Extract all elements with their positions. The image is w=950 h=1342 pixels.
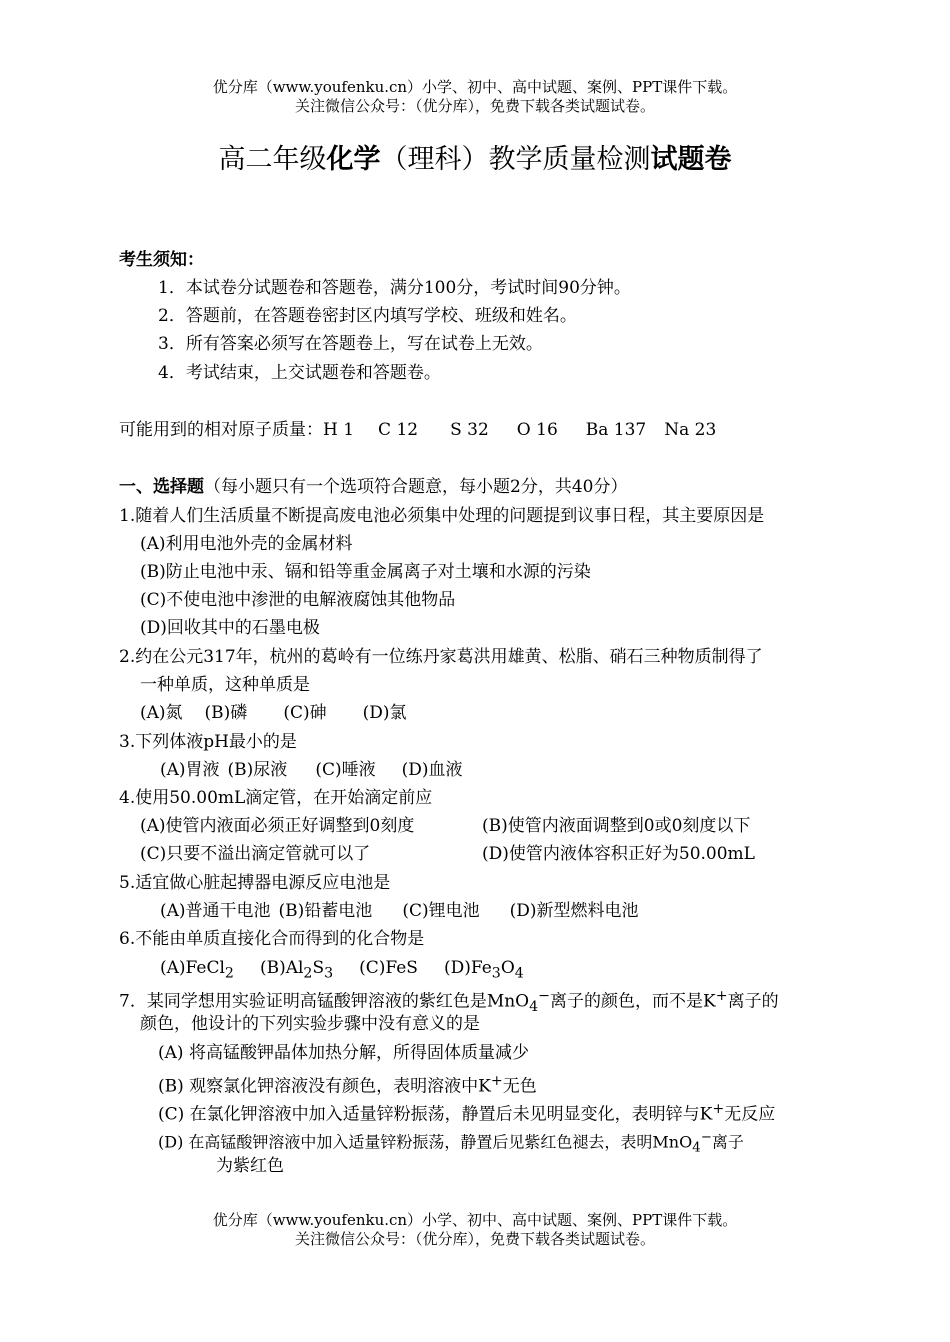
question-stem: 3.下列体液pH最小的是 — [119, 732, 297, 752]
header-line-1: 优分库（www.youfenku.cn）小学、初中、高中试题、案例、PPT课件下载。 — [212, 78, 738, 96]
section-title: 一、选择题 — [119, 477, 204, 497]
question-stem: 5.适宜做心脏起搏器电源反应电池是 — [119, 873, 391, 893]
question-stem-continued: 一种单质，这种单质是 — [140, 675, 310, 695]
atomic-mass-value: Ba 137 — [585, 420, 647, 440]
question-option: (A)胃液 — [160, 760, 220, 780]
notice-heading: 考生须知： — [119, 250, 204, 270]
question-option: (D) 在高锰酸钾溶液中加入适量锌粉振荡，静置后见紫红色褪去，表明MnO$_4$−离子 — [158, 1130, 744, 1156]
title-part-2: 化学 — [326, 144, 381, 175]
question-option: (B)铅蓄电池 — [278, 901, 373, 921]
section-heading — [119, 476, 627, 498]
question-stem: 7．某同学想用实验证明高锰酸钾溶液的紫红色是MnO$_4$−离子的颜色，而不是K+离子的 — [119, 988, 779, 1016]
question-stem-continued: 颜色，他设计的下列实验步骤中没有意义的是 — [140, 1014, 480, 1034]
question-option: (C)砷 — [283, 703, 327, 723]
atomic-mass-label: 可能用到的相对原子质量： — [119, 420, 323, 440]
question-option: (A)普通干电池 — [160, 901, 271, 921]
title-part-1: 高二年级 — [218, 144, 327, 175]
question-options-row — [160, 957, 524, 984]
question-option: (A)利用电池外壳的金属材料 — [140, 534, 353, 554]
atomic-mass-line — [119, 419, 716, 441]
section-note: （每小题只有一个选项符合题意，每小题2分，共40分） — [204, 477, 628, 497]
question-option: (C)不使电池中渗泄的电解液腐蚀其他物品 — [140, 590, 456, 610]
question-stem: 4.使用50.00mL滴定管，在开始滴定前应 — [119, 788, 433, 808]
header-line-2: 关注微信公众号：（优分库），免费下载各类试题试卷。 — [294, 97, 655, 115]
question-option: (B)尿液 — [227, 760, 288, 780]
question-options-row — [160, 900, 639, 922]
question-stem: 1.随着人们生活质量不断提高废电池必须集中处理的问题提到议事日程，其主要原因是 — [119, 506, 765, 526]
question-option: (B) 观察氯化钾溶液没有颜色，表明溶液中K+无色 — [158, 1073, 537, 1097]
question-option: (C)FeS — [359, 958, 418, 978]
question-option: $(B)Al_2S_3$ — [259, 958, 334, 982]
question-option-continued: 为紫红色 — [216, 1156, 284, 1176]
question-option: (A)氮 — [140, 703, 183, 723]
question-option: (C)唾液 — [315, 760, 376, 780]
question-option: (D)回收其中的石墨电极 — [140, 618, 320, 638]
page-title — [0, 143, 950, 177]
question-option: (C)锂电池 — [402, 901, 480, 921]
question-option: (A) 将高锰酸钾晶体加热分解，所得固体质量减少 — [158, 1043, 529, 1063]
notice-item: 4．考试结束，上交试题卷和答题卷。 — [158, 363, 441, 383]
footer-line-1: 优分库（www.youfenku.cn）小学、初中、高中试题、案例、PPT课件下载。 — [212, 1211, 738, 1229]
question-option: $(D)Fe_3O_4$ — [443, 958, 524, 982]
question-option: (D)氯 — [362, 703, 407, 723]
notice-item: 2．答题前，在答题卷密封区内填写学校、班级和姓名。 — [158, 306, 577, 326]
question-option: (B)防止电池中汞、镉和铅等重金属离子对土壤和水源的污染 — [140, 562, 591, 582]
atomic-mass-value: S 32 — [450, 420, 489, 440]
question-option: (D)血液 — [401, 760, 463, 780]
question-option: (D)使管内液体容积正好为50.00mL — [482, 844, 755, 864]
question-options-row — [140, 702, 407, 724]
title-part-4: 试题卷 — [650, 144, 732, 175]
atomic-mass-value: O 16 — [516, 420, 558, 440]
question-options-row — [160, 759, 463, 781]
question-option: (B)磷 — [204, 703, 248, 723]
notice-item: 1．本试卷分试题卷和答题卷，满分100分，考试时间90分钟。 — [158, 278, 631, 298]
atomic-mass-value: H 1 — [323, 420, 355, 440]
question-stem: 6.不能由单质直接化合而得到的化合物是 — [119, 929, 425, 949]
question-option: (C)只要不溢出滴定管就可以了 — [140, 844, 371, 864]
notice-item: 3．所有答案必须写在答题卷上，写在试卷上无效。 — [158, 334, 543, 354]
question-option: (B)使管内液面调整到0或0刻度以下 — [482, 816, 751, 836]
title-part-3: （理科）教学质量检测 — [380, 144, 651, 175]
atomic-mass-value: C 12 — [378, 420, 419, 440]
question-option: (A)FeCl$_2$ — [160, 958, 234, 982]
footer-line-2: 关注微信公众号：（优分库），免费下载各类试题试卷。 — [294, 1230, 655, 1248]
atomic-mass-value: Na 23 — [664, 420, 717, 440]
question-option: (A)使管内液面必须正好调整到0刻度 — [140, 816, 415, 836]
question-option: (C) 在氯化钾溶液中加入适量锌粉振荡，静置后未见明显变化，表明锌与K+无反应 — [158, 1101, 776, 1125]
question-stem: 2.约在公元317年，杭州的葛岭有一位练丹家葛洪用雄黄、松脂、硝石三种物质制得了 — [119, 647, 763, 667]
question-option: (D)新型燃料电池 — [509, 901, 639, 921]
